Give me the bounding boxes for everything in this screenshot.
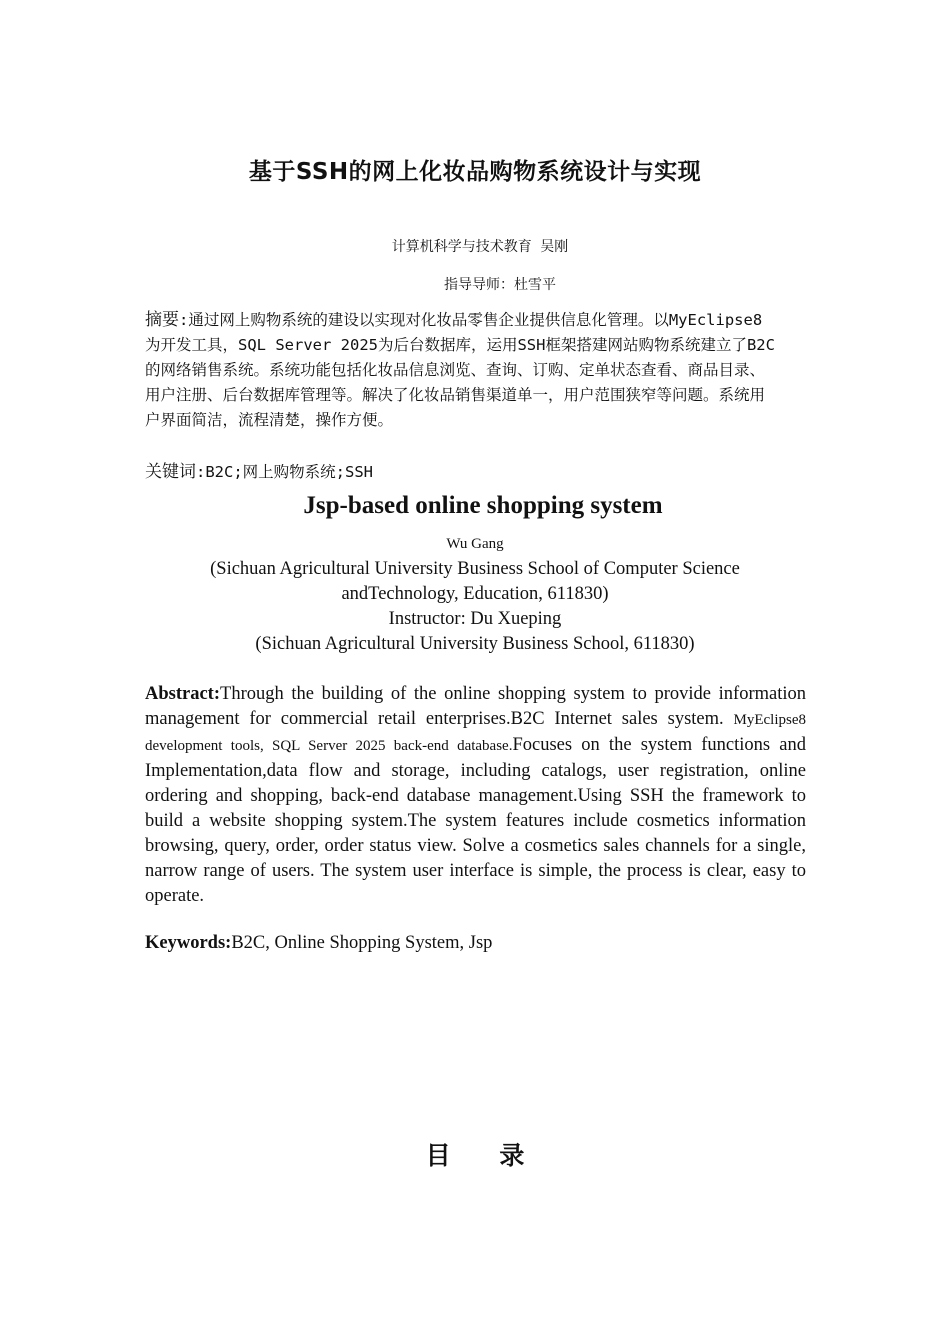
- chinese-author-line: 计算机科学与技术教育 吴刚: [391, 239, 569, 255]
- english-keywords: [145, 931, 492, 956]
- english-abstract-label: Abstract:: [145, 684, 221, 704]
- chinese-abstract-text: :通过网上购物系统的建设以实现对化妆品零售企业提供信息化管理。以MyEclipse8为开发工具，SQL Server 2025为后台数据库，运用SSH框架搭建网站购物系统建立了B2C的网络销售系统。系统功能包括化妆品信息浏览、查询、订购、定单状态查看、商品目录、用户注册、后台数据库管理等。解决了化妆品销售渠道单一，用户范围狭窄等问题。系统用户界面简洁，流程清楚，操作方便。: [145, 311, 775, 429]
- english-author: Wu Gang: [446, 536, 504, 552]
- english-abstract-part2: Focuses on the system functions and Implementation,data flow and storage, including catalogs, user registration, online ordering and shopping, back-end database management.Using SSH the framework to build a website shopping system.The system features include cosmetics information browsing, query, order, order status view. Solve a cosmetics sales channels for a single, narrow range of users. The system user interface is simple, the process is clear, easy to operate.: [145, 735, 806, 906]
- english-instructor: Instructor: Du Xueping: [388, 609, 562, 629]
- chinese-abstract: [145, 308, 777, 433]
- english-affiliation-line1: (Sichuan Agricultural University Business School of Computer Science: [210, 559, 740, 579]
- english-abstract-part1: Through the building of the online shopping system to provide information management for commercial retail enterprises.B2C Internet sales system.: [145, 684, 806, 729]
- english-affiliation-line2: andTechnology, Education, 611830): [341, 584, 609, 604]
- chinese-keywords-label: 关键词: [145, 462, 196, 482]
- english-abstract: [145, 682, 806, 909]
- chinese-keywords: [145, 460, 373, 485]
- english-keywords-label: Keywords:: [145, 933, 232, 953]
- chinese-title: 基于SSH的网上化妆品购物系统设计与实现: [248, 159, 702, 185]
- table-of-contents-title: 目 录: [425, 1141, 525, 1170]
- chinese-keywords-text: :B2C;网上购物系统;SSH: [196, 463, 373, 481]
- chinese-abstract-label: 摘要: [145, 310, 179, 330]
- chinese-instructor-line: 指导导师：杜雪平: [444, 277, 556, 293]
- english-title: Jsp-based online shopping system: [303, 492, 663, 519]
- english-keywords-text: B2C, Online Shopping System, Jsp: [231, 933, 493, 953]
- english-abstract-small-text: MyEclipse8 development tools, SQL Server 2025 back-end database.: [145, 712, 806, 754]
- english-instructor-affiliation: (Sichuan Agricultural University Business School, 611830): [255, 634, 695, 654]
